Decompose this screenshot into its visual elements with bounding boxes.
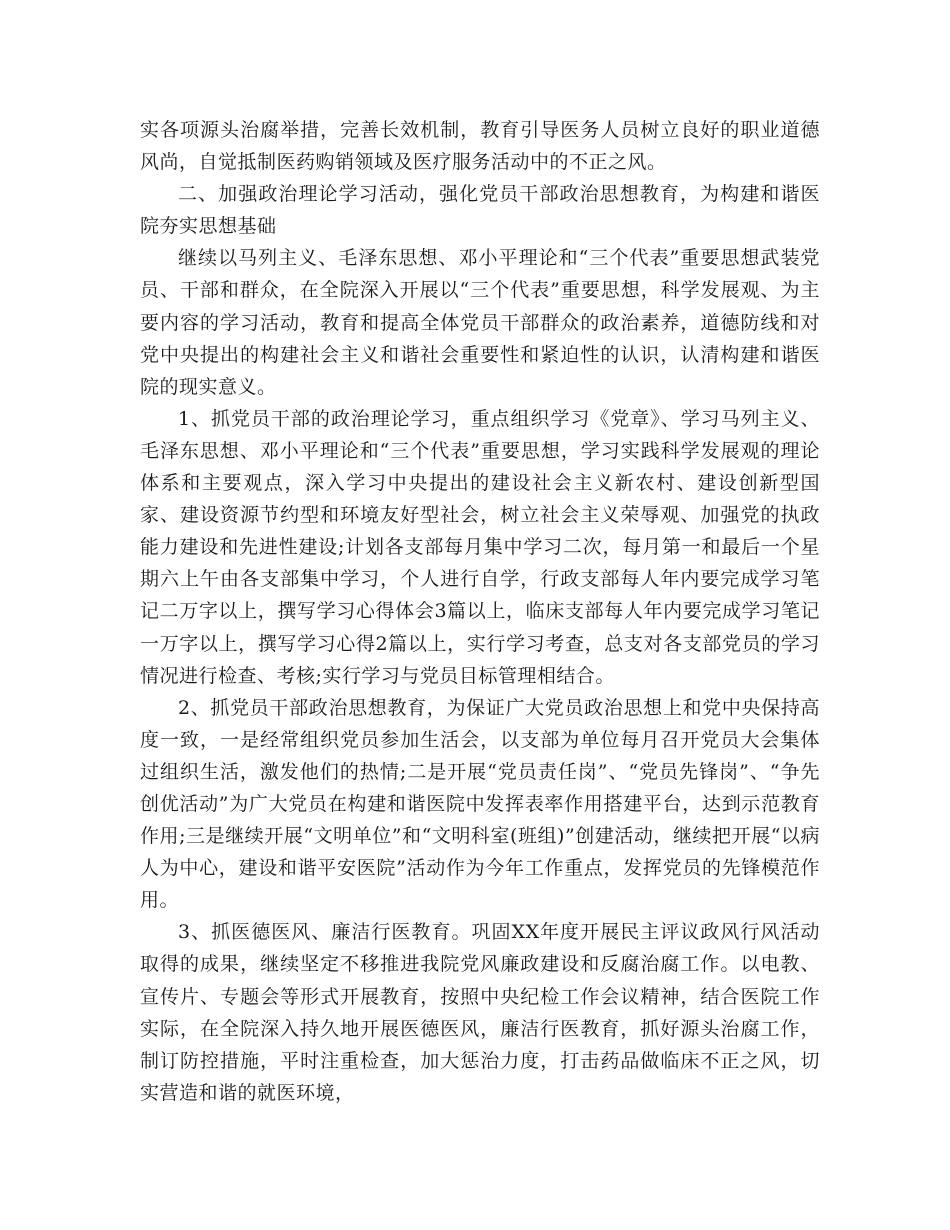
section-2-heading: 二、加强政治理论学习活动，强化党员干部政治思想教育，为构建和谐医院夯实思想基础: [140, 183, 820, 238]
item-2-paragraph: 2、抓党员干部政治思想教育，为保证广大党员政治思想上和党中央保持高度一致，一是经常组织党员参加生活会，以支部为单位每月召开党员大会集体过组织生活，激发他们的热情;二是开展“党员责任岗”、“党员先锋岗”、“争先创优活动”为广大党员在构建和谐医院中发挥表率作用搭建平台，达到示范教育作用;三是继续开展“文明单位”和“文明科室(班组)”创建活动，继续把开展“以病人为中心，建设和谐平安医院”活动作为今年工作重点，发挥党员的先锋模范作用。: [140, 696, 820, 912]
section-2-intro-paragraph: 继续以马列主义、毛泽东思想、邓小平理论和“三个代表”重要思想武装党员、干部和群众，在全院深入开展以“三个代表”重要思想，科学发展观、为主要内容的学习活动，教育和提高全体党员干部群众的政治素养，道德防线和对党中央提出的构建社会主义和谐社会重要性和紧迫性的认识，认清构建和谐医院的现实意义。: [140, 247, 820, 398]
document-body: [140, 114, 820, 1109]
item-1-paragraph: 1、抓党员干部的政治理论学习，重点组织学习《党章》、学习马列主义、毛泽东思想、邓小平理论和“三个代表”重要思想，学习实践科学发展观的理论体系和主要观点，深入学习中央提出的建设社会主义新农村、建设创新型国家、建设资源节约型和环境友好型社会，树立社会主义荣辱观、加强党的执政能力建设和先进性建设;计划各支部每月集中学习二次，每月第一和最后一个星期六上午由各支部集中学习，个人进行自学，行政支部每人年内要完成学习笔记二万字以上，撰写学习心得体会3篇以上，临床支部每人年内要完成学习笔记一万字以上，撰写学习心得2篇以上，实行学习考查，总支对各支部党员的学习情况进行检查、考核;实行学习与党员目标管理相结合。: [140, 407, 820, 687]
paragraph-continuation: 实各项源头治腐举措，完善长效机制，教育引导医务人员树立良好的职业道德风尚，自觉抵制医药购销领域及医疗服务活动中的不正之风。: [140, 119, 820, 174]
item-3-paragraph: 3、抓医德医风、廉洁行医教育。巩固XX年度开展民主评议政风行风活动取得的成果，继续坚定不移推进我院党风廉政建设和反腐治腐工作。以电教、宣传片、专题会等形式开展教育，按照中央纪检工作会议精神，结合医院工作实际，在全院深入持久地开展医德医风，廉洁行医教育，抓好源头治腐工作，制订防控措施，平时注重检查，加大惩治力度，打击药品做临床不正之风，切实营造和谐的就医环境，: [140, 921, 820, 1104]
